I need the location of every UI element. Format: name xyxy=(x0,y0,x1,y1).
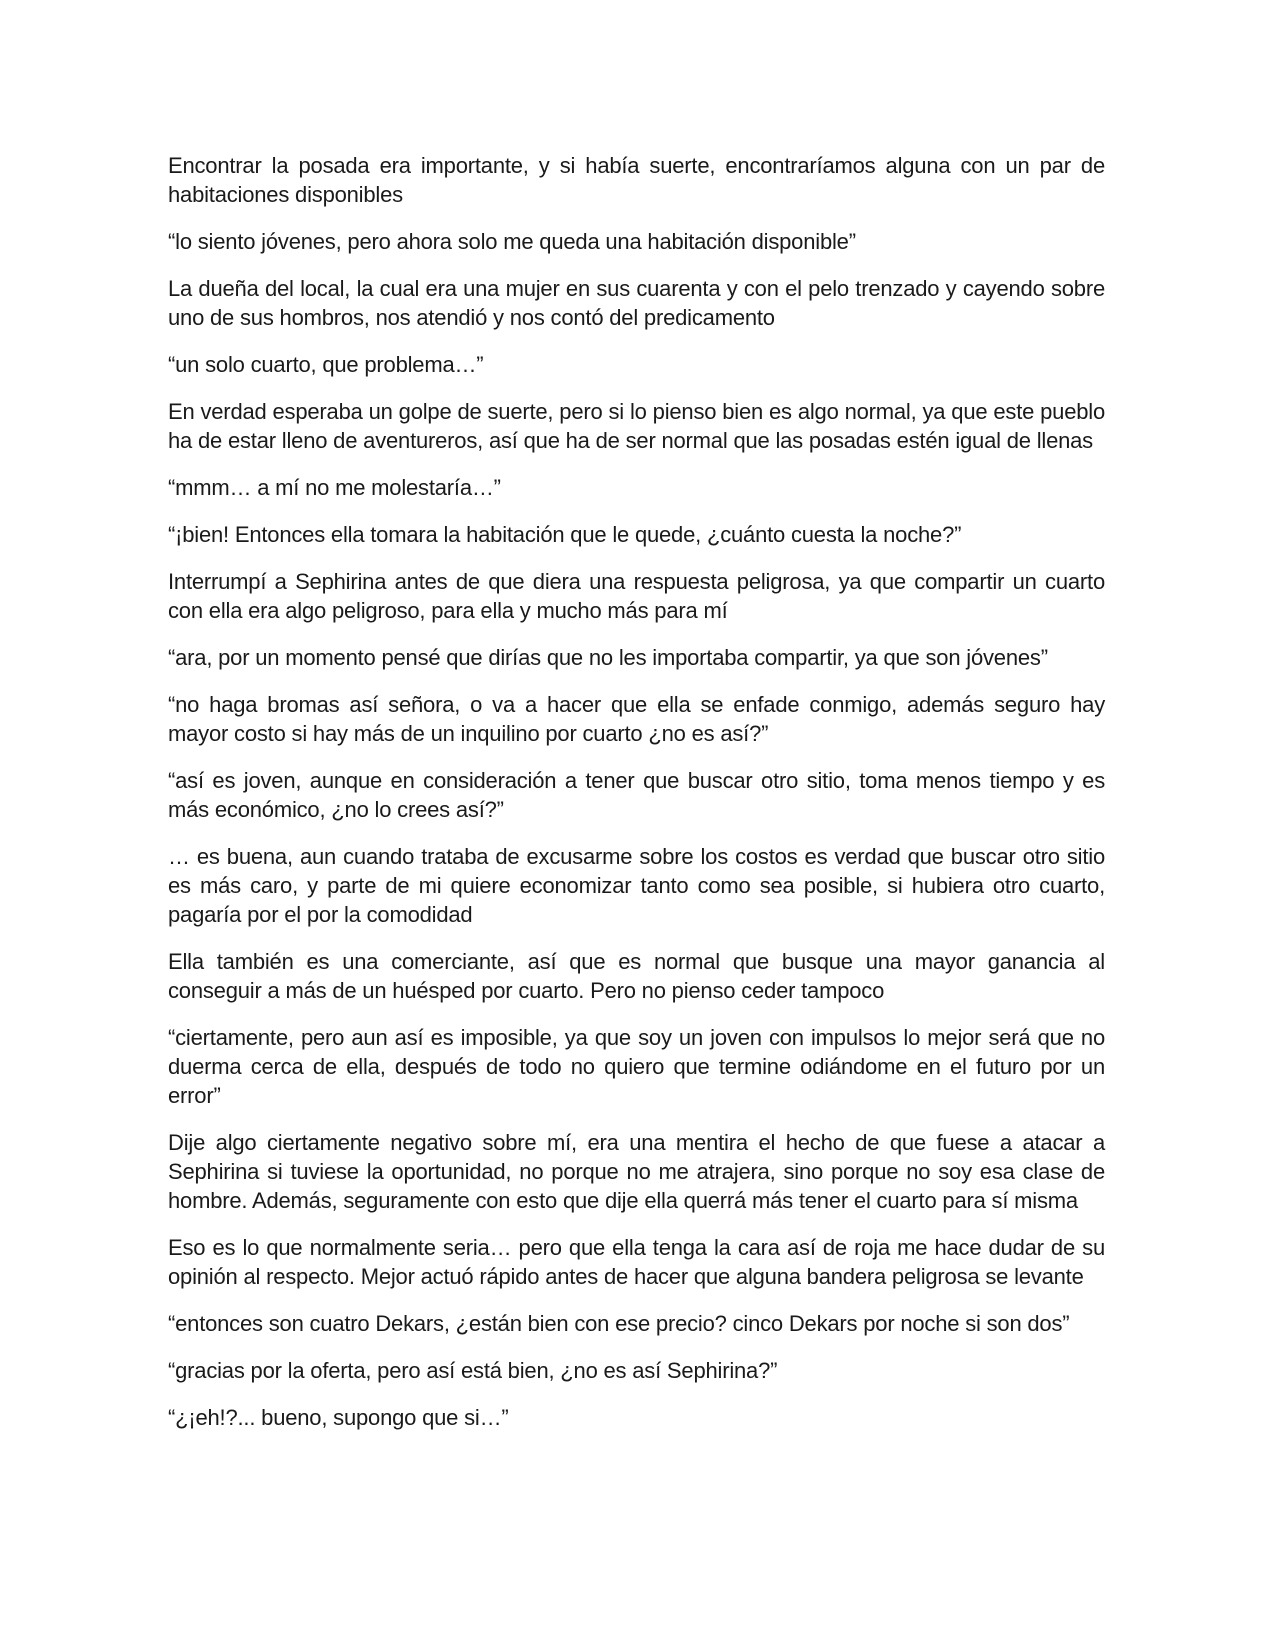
document-text-block xyxy=(168,151,1105,1432)
paragraph-dialogue: “ciertamente, pero aun así es imposible, ya que soy un joven con impulsos lo mejor será que no duerma cerca de ella, después de todo no quiero que termine odiándome en el futuro por un error” xyxy=(168,1025,1105,1108)
paragraph-dialogue: “entonces son cuatro Dekars, ¿están bien con ese precio? cinco Dekars por noche si son dos” xyxy=(168,1311,1070,1336)
paragraph-dialogue: “un solo cuarto, que problema…” xyxy=(168,352,484,377)
paragraph-dialogue: “no haga bromas así señora, o va a hacer que ella se enfade conmigo, además seguro hay mayor costo si hay más de un inquilino por cuarto ¿no es así?” xyxy=(168,692,1105,746)
paragraph-dialogue: “lo siento jóvenes, pero ahora solo me queda una habitación disponible” xyxy=(168,229,856,254)
paragraph-dialogue: “así es joven, aunque en consideración a tener que buscar otro sitio, toma menos tiempo y es más económico, ¿no lo crees así?” xyxy=(168,768,1105,822)
paragraph-dialogue: “ara, por un momento pensé que dirías que no les importaba compartir, ya que son jóvenes” xyxy=(168,645,1048,670)
paragraph-dialogue: “¿¡eh!?... bueno, supongo que si…” xyxy=(168,1405,509,1430)
paragraph: Encontrar la posada era importante, y si había suerte, encontraríamos alguna con un par de habitaciones disponibles xyxy=(168,153,1105,207)
paragraph-dialogue: “gracias por la oferta, pero así está bien, ¿no es así Sephirina?” xyxy=(168,1358,778,1383)
paragraph: Interrumpí a Sephirina antes de que diera una respuesta peligrosa, ya que compartir un cuarto con ella era algo peligroso, para ella y mucho más para mí xyxy=(168,569,1105,623)
paragraph: … es buena, aun cuando trataba de excusarme sobre los costos es verdad que buscar otro sitio es más caro, y parte de mi quiere economizar tanto como sea posible, si hubiera otro cuarto, pagaría por el por la comodidad xyxy=(168,844,1105,927)
paragraph-dialogue: “mmm… a mí no me molestaría…” xyxy=(168,475,501,500)
paragraph: Eso es lo que normalmente seria… pero que ella tenga la cara así de roja me hace dudar de su opinión al respecto. Mejor actuó rápido antes de hacer que alguna bandera peligrosa se levante xyxy=(168,1235,1105,1289)
paragraph: Ella también es una comerciante, así que es normal que busque una mayor ganancia al conseguir a más de un huésped por cuarto. Pero no pienso ceder tampoco xyxy=(168,949,1105,1003)
paragraph-dialogue: “¡bien! Entonces ella tomara la habitación que le quede, ¿cuánto cuesta la noche?” xyxy=(168,522,962,547)
paragraph: En verdad esperaba un golpe de suerte, pero si lo pienso bien es algo normal, ya que este pueblo ha de estar lleno de aventureros, así que ha de ser normal que las posadas estén igual de llenas xyxy=(168,399,1105,453)
paragraph: La dueña del local, la cual era una mujer en sus cuarenta y con el pelo trenzado y cayendo sobre uno de sus hombros, nos atendió y nos contó del predicamento xyxy=(168,276,1105,330)
paragraph: Dije algo ciertamente negativo sobre mí, era una mentira el hecho de que fuese a atacar a Sephirina si tuviese la oportunidad, no porque no me atrajera, sino porque no soy esa clase de hombre. Además, seguramente con esto que dije ella querrá más tener el cuarto para sí misma xyxy=(168,1130,1105,1213)
